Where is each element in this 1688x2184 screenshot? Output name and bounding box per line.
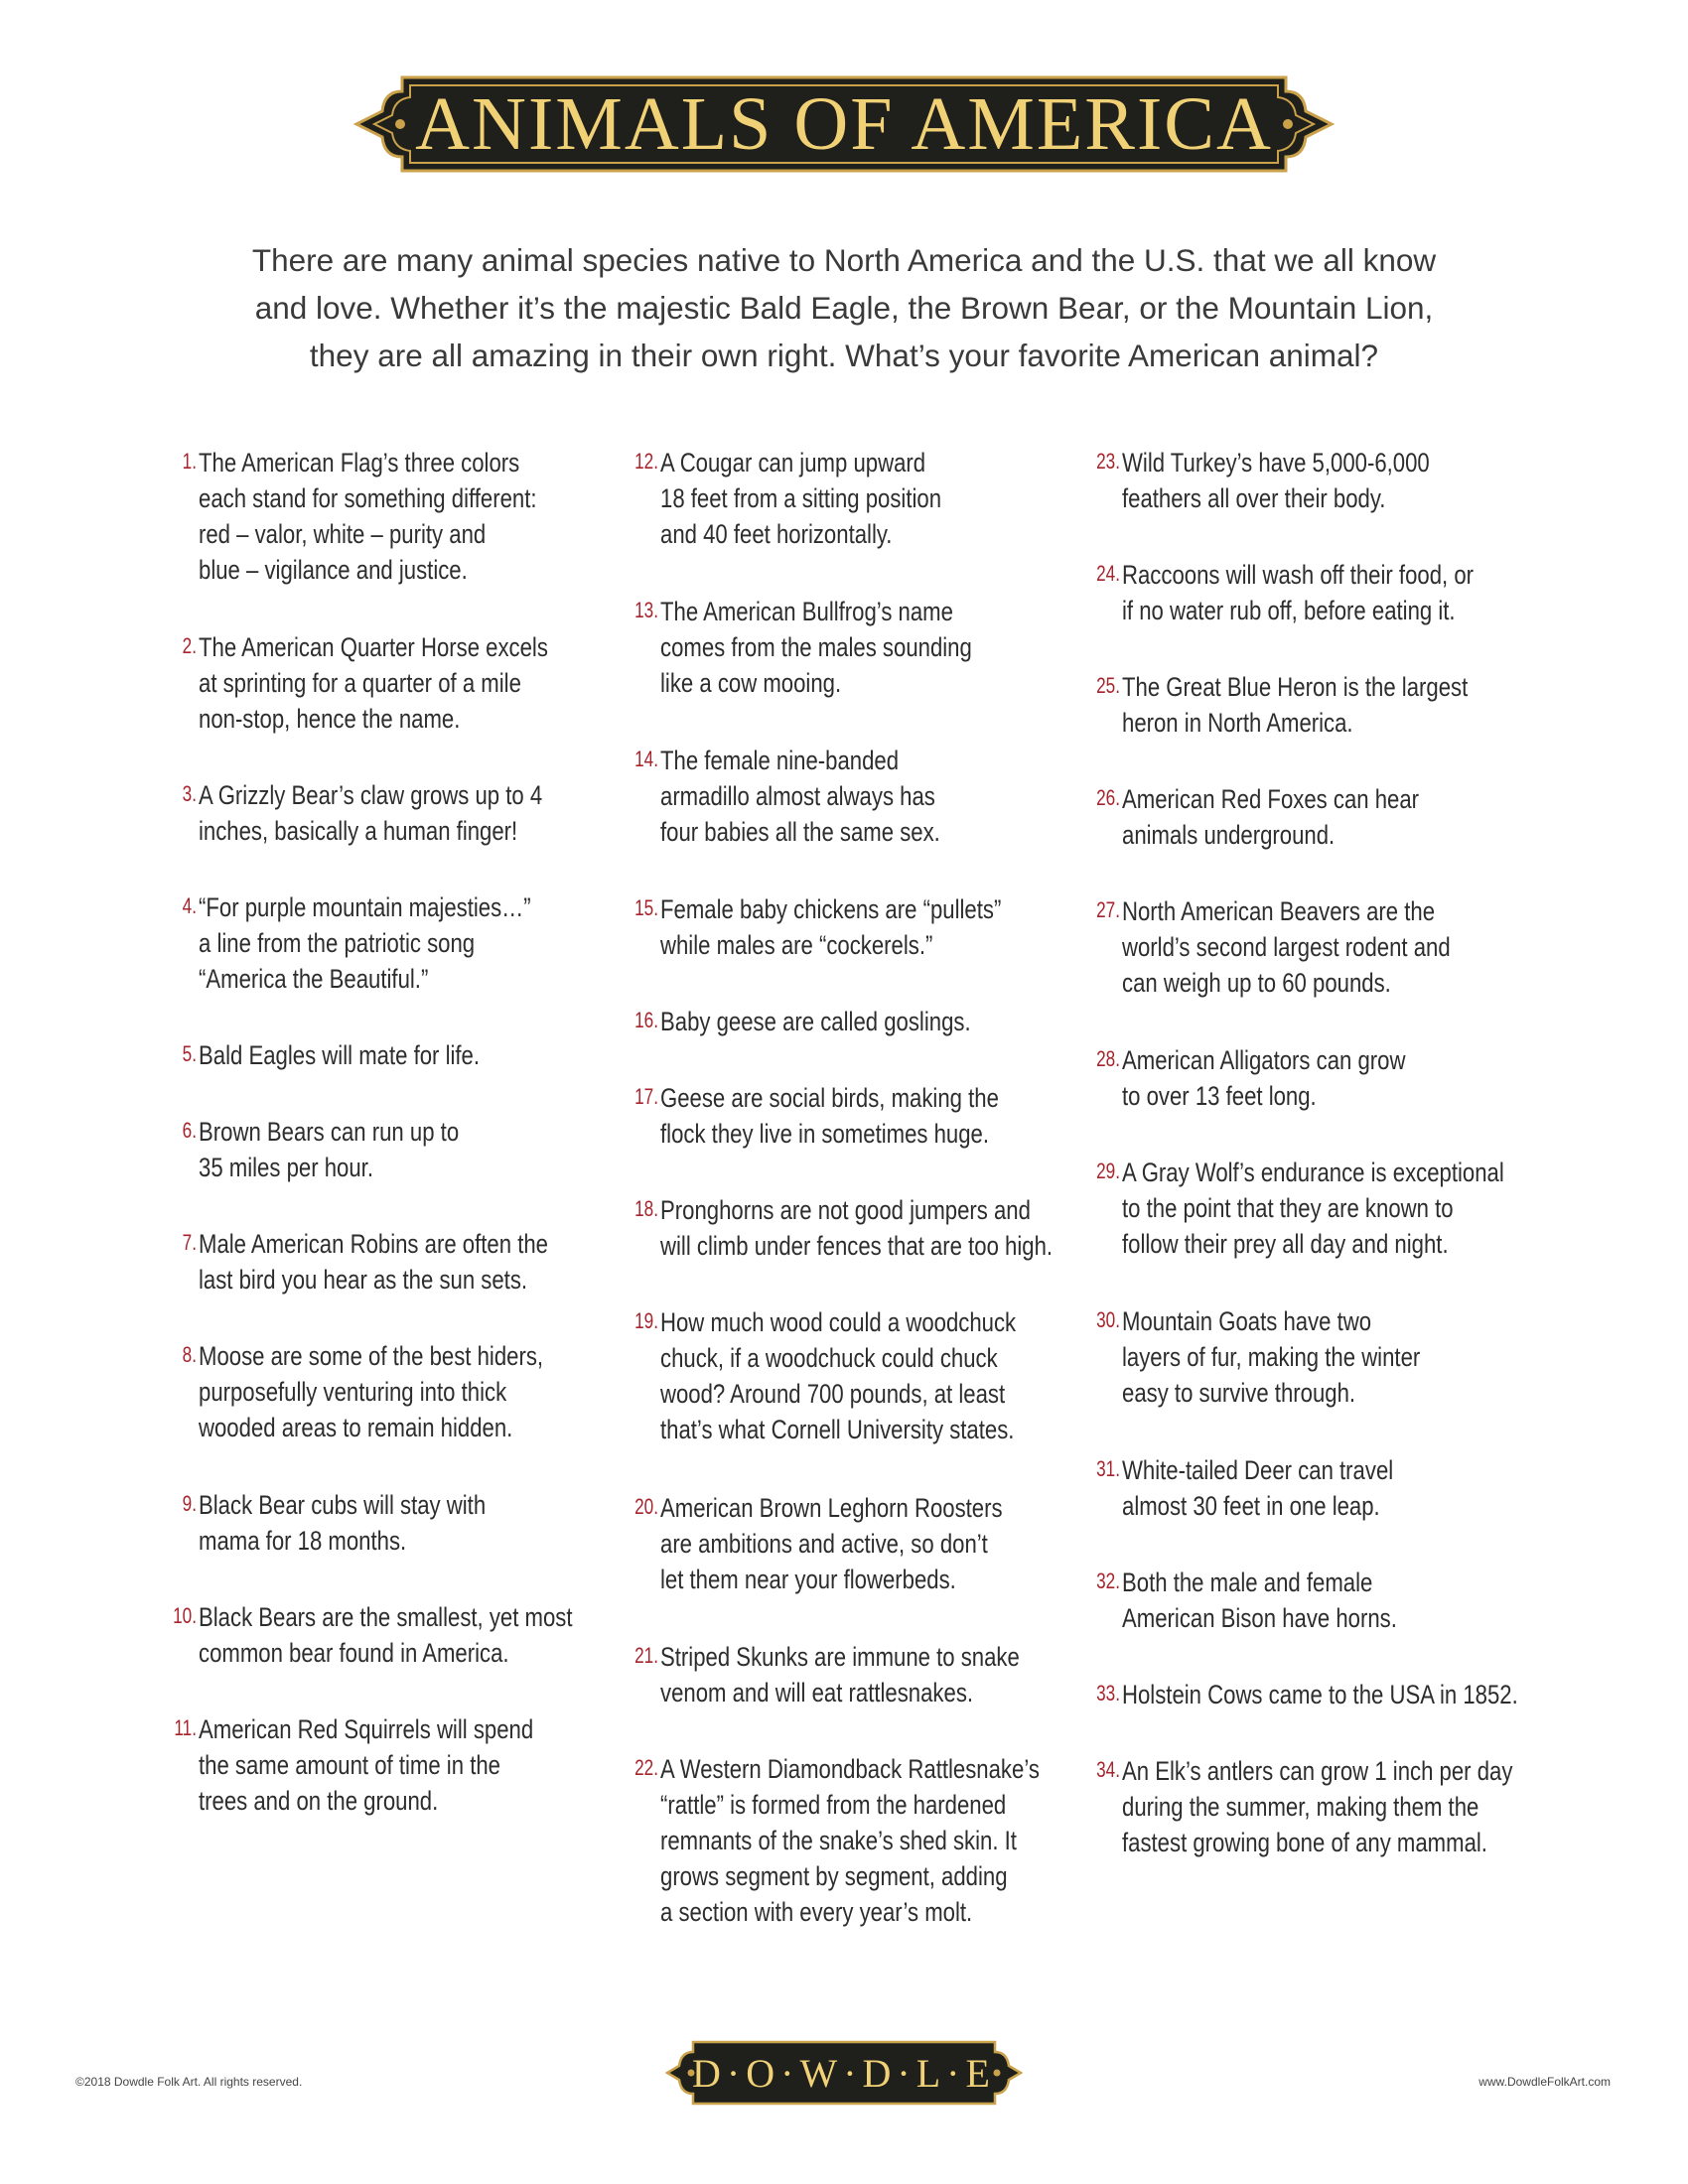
fact-text: Both the male and female American Bison have horns. bbox=[1122, 1568, 1397, 1633]
fact-text: Female baby chickens are “pullets” while males are “cockerels.” bbox=[660, 894, 1002, 960]
fact-number: 26. bbox=[1096, 785, 1120, 810]
fact-text: Black Bear cubs will stay with mama for 18 months. bbox=[199, 1490, 487, 1556]
fact-text: A Gray Wolf’s endurance is exceptional to the point that they are known to follow their prey all day and night. bbox=[1122, 1158, 1504, 1259]
fact-text: A Grizzly Bear’s claw grows up to 4 inches, basically a human finger! bbox=[199, 780, 543, 846]
fact-number: 25. bbox=[1096, 673, 1120, 698]
fact-text: White-tailed Deer can travel almost 30 feet in one leap. bbox=[1122, 1455, 1394, 1521]
logo-text: D·O·W·D·L·E bbox=[692, 2050, 996, 2096]
fact-number: 5. bbox=[182, 1041, 197, 1066]
fact-text: “For purple mountain majesties…” a line from the patriotic song “America the Beautiful.” bbox=[199, 892, 531, 994]
fact-text: The American Quarter Horse excels at sprinting for a quarter of a mile non-stop, hence the name. bbox=[199, 632, 548, 734]
fact-text: North American Beavers are the world’s second largest rodent and can weigh up to 60 pounds. bbox=[1122, 896, 1451, 998]
fact-text: Raccoons will wash off their food, or if no water rub off, before eating it. bbox=[1122, 560, 1475, 625]
fact-number: 6. bbox=[182, 1118, 197, 1143]
fact-text: American Brown Leghorn Roosters are ambitions and active, so don’t let them near your flowerbeds. bbox=[660, 1493, 1003, 1594]
fact-number: 1. bbox=[182, 449, 197, 474]
website-link[interactable]: www.DowdleFolkArt.com bbox=[1478, 2075, 1611, 2089]
fact-number: 13. bbox=[634, 598, 658, 622]
fact-number: 11. bbox=[174, 1715, 197, 1740]
fact-text: Geese are social birds, making the flock they live in sometimes huge. bbox=[660, 1083, 999, 1149]
fact-number: 14. bbox=[634, 747, 658, 771]
fact-text: Wild Turkey’s have 5,000-6,000 feathers all over their body. bbox=[1122, 448, 1430, 513]
fact-text: Moose are some of the best hiders, purposefully venturing into thick wooded areas to remain hidden. bbox=[199, 1341, 544, 1442]
fact-number: 10. bbox=[173, 1603, 197, 1628]
fact-text: American Red Foxes can hear animals underground. bbox=[1122, 784, 1420, 850]
fact-number: 12. bbox=[634, 449, 658, 474]
copyright-notice: ©2018 Dowdle Folk Art. All rights reserved. bbox=[75, 2075, 303, 2089]
fact-text: An Elk’s antlers can grow 1 inch per day during the summer, making them the fastest growing bone of any mammal. bbox=[1122, 1756, 1513, 1857]
fact-text: Pronghorns are not good jumpers and will climb under fences that are too high. bbox=[660, 1195, 1054, 1261]
fact-text: Black Bears are the smallest, yet most common bear found in America. bbox=[199, 1602, 573, 1668]
fact-number: 3. bbox=[182, 781, 197, 806]
page-title: ANIMALS OF AMERICA bbox=[415, 82, 1273, 166]
fact-number: 31. bbox=[1096, 1456, 1120, 1481]
fact-text: The female nine-banded armadillo almost always has four babies all the same sex. bbox=[660, 746, 940, 847]
fact-text: A Cougar can jump upward 18 feet from a sitting position and 40 feet horizontally. bbox=[660, 448, 942, 549]
fact-number: 28. bbox=[1096, 1046, 1120, 1071]
fact-number: 33. bbox=[1096, 1681, 1120, 1706]
fact-text: The American Flag’s three colors each stand for something different: red – valor, white – purity and blue – vigilance and justice. bbox=[199, 448, 537, 585]
fact-number: 34. bbox=[1096, 1757, 1120, 1782]
fact-number: 8. bbox=[182, 1342, 197, 1367]
fact-number: 17. bbox=[634, 1084, 658, 1109]
fact-number: 24. bbox=[1096, 561, 1120, 586]
title-banner bbox=[352, 73, 1336, 175]
fact-text: The Great Blue Heron is the largest heron in North America. bbox=[1122, 672, 1469, 738]
dowdle-logo bbox=[665, 2038, 1023, 2108]
fact-number: 30. bbox=[1096, 1307, 1120, 1332]
intro-paragraph: There are many animal species native to North America and the U.S. that we all know and love. Whether it’s the majestic Bald Eagle, the Brown Bear, or the Mountain Lion, they are all amazing in their own right. What’s your favorite American animal? bbox=[251, 242, 1437, 373]
fact-number: 21. bbox=[634, 1643, 658, 1668]
fact-text: Mountain Goats have two layers of fur, making the winter easy to survive through. bbox=[1122, 1306, 1421, 1408]
fact-number: 27. bbox=[1096, 897, 1120, 922]
fact-text: American Alligators can grow to over 13 feet long. bbox=[1122, 1045, 1406, 1111]
fact-text: How much wood could a woodchuck chuck, if a woodchuck could chuck wood? Around 700 pounds, at least that’s what Cornell University states. bbox=[660, 1307, 1017, 1444]
fact-text: The American Bullfrog’s name comes from the males sounding like a cow mooing. bbox=[660, 597, 972, 698]
fact-number: 18. bbox=[634, 1196, 658, 1221]
fact-number: 29. bbox=[1096, 1159, 1120, 1183]
fact-text: Male American Robins are often the last bird you hear as the sun sets. bbox=[199, 1229, 548, 1295]
fact-number: 15. bbox=[634, 895, 658, 920]
fact-text: Striped Skunks are immune to snake venom and will eat rattlesnakes. bbox=[660, 1642, 1020, 1707]
fact-text: Bald Eagles will mate for life. bbox=[199, 1040, 481, 1070]
fact-text: A Western Diamondback Rattlesnake’s “rattle” is formed from the hardened remnants of the snake’s shed skin. It grows segment by segment, adding a section with every year’s molt. bbox=[660, 1754, 1040, 1927]
fact-number: 23. bbox=[1096, 449, 1120, 474]
fact-number: 22. bbox=[634, 1755, 658, 1780]
fact-text: American Red Squirrels will spend the same amount of time in the trees and on the ground. bbox=[199, 1714, 534, 1816]
fact-text: Baby geese are called goslings. bbox=[660, 1007, 971, 1036]
fact-number: 19. bbox=[634, 1308, 658, 1333]
fact-number: 2. bbox=[182, 633, 197, 658]
fact-number: 20. bbox=[634, 1494, 658, 1519]
fact-text: Holstein Cows came to the USA in 1852. bbox=[1122, 1680, 1518, 1709]
fact-number: 16. bbox=[634, 1008, 658, 1032]
fact-text: Brown Bears can run up to 35 miles per hour. bbox=[199, 1117, 460, 1182]
fact-number: 7. bbox=[182, 1230, 197, 1255]
fact-number: 9. bbox=[182, 1491, 197, 1516]
fact-number: 32. bbox=[1096, 1569, 1120, 1593]
fact-number: 4. bbox=[182, 893, 197, 918]
